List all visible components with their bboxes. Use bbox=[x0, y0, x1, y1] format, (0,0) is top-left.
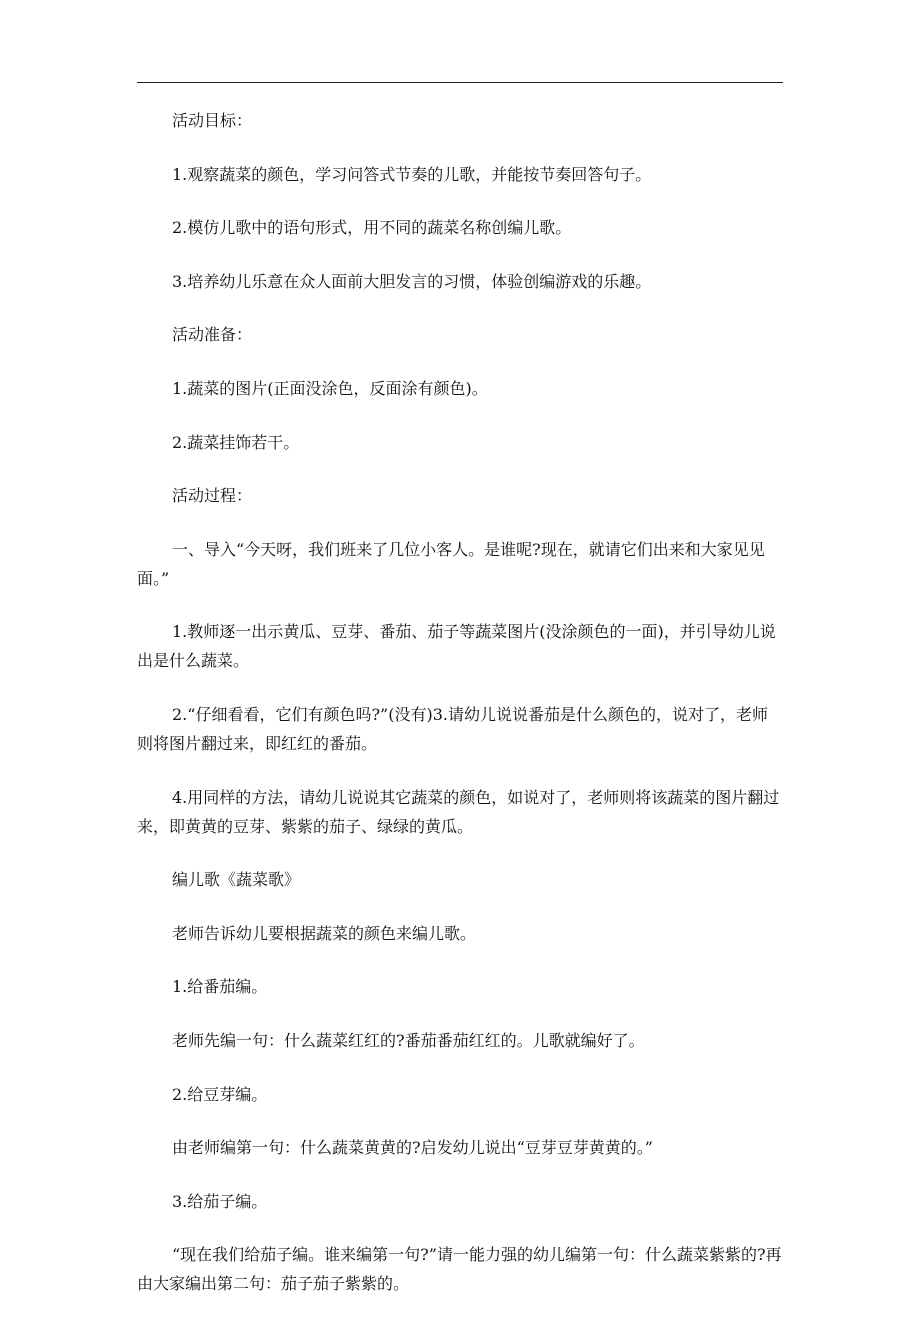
song-sprout-heading: 2.给豆芽编。 bbox=[172, 1084, 268, 1104]
process-step-2-3: 2.“仔细看看，它们有颜色吗?”(没有)3.请幼儿说说番茄是什么颜色的，说对了，老师则将图片翻过来，即红红的番茄。 bbox=[137, 704, 768, 753]
heading-activity-goals: 活动目标： bbox=[172, 111, 253, 130]
song-tomato-text: 老师先编一句：什么蔬菜红红的?番茄番茄红红的。儿歌就编好了。 bbox=[172, 1030, 645, 1050]
process-step-4: 4.用同样的方法，请幼儿说说其它蔬菜的颜色，如说对了，老师则将该蔬菜的图片翻过来，即黄黄的豆芽、紫紫的茄子、绿绿的黄瓜。 bbox=[137, 787, 780, 836]
goal-item-3: 3.培养幼儿乐意在众人面前大胆发言的习惯，体验创编游戏的乐趣。 bbox=[172, 271, 652, 291]
goal-item-1: 1.观察蔬菜的颜色，学习问答式节奏的儿歌，并能按节奏回答句子。 bbox=[172, 164, 652, 184]
song-tomato-heading: 1.给番茄编。 bbox=[172, 977, 268, 997]
preparation-item-1: 1.蔬菜的图片(正面没涂色，反面涂有颜色)。 bbox=[172, 378, 488, 398]
process-step-1: 1.教师逐一出示黄瓜、豆芽、番茄、茄子等蔬菜图片(没涂颜色的一面)，并引导幼儿说出是什么蔬菜。 bbox=[137, 622, 776, 671]
process-intro: 一、导入“今天呀，我们班来了几位小客人。是谁呢?现在，就请它们出来和大家见见面。” bbox=[137, 539, 765, 588]
song-instruction: 老师告诉幼儿要根据蔬菜的颜色来编儿歌。 bbox=[172, 923, 477, 943]
document-body bbox=[137, 106, 783, 1323]
song-eggplant-text: “现在我们给茄子编。谁来编第一句?”请一能力强的幼儿编第一句：什么蔬菜紫紫的?再由大家编出第二句：茄子茄子紫紫的。 bbox=[137, 1245, 782, 1294]
heading-activity-preparation: 活动准备： bbox=[172, 325, 253, 345]
header-rule bbox=[137, 82, 783, 83]
heading-activity-process: 活动过程： bbox=[172, 486, 253, 506]
song-eggplant-heading: 3.给茄子编。 bbox=[172, 1191, 268, 1211]
preparation-item-2: 2.蔬菜挂饰若干。 bbox=[172, 432, 300, 452]
song-sprout-text: 由老师编第一句：什么蔬菜黄黄的?启发幼儿说出“豆芽豆芽黄黄的。” bbox=[172, 1138, 653, 1158]
goal-item-2: 2.模仿儿歌中的语句形式，用不同的蔬菜名称创编儿歌。 bbox=[172, 218, 572, 238]
heading-song-creation: 编儿歌《蔬菜歌》 bbox=[172, 870, 301, 890]
